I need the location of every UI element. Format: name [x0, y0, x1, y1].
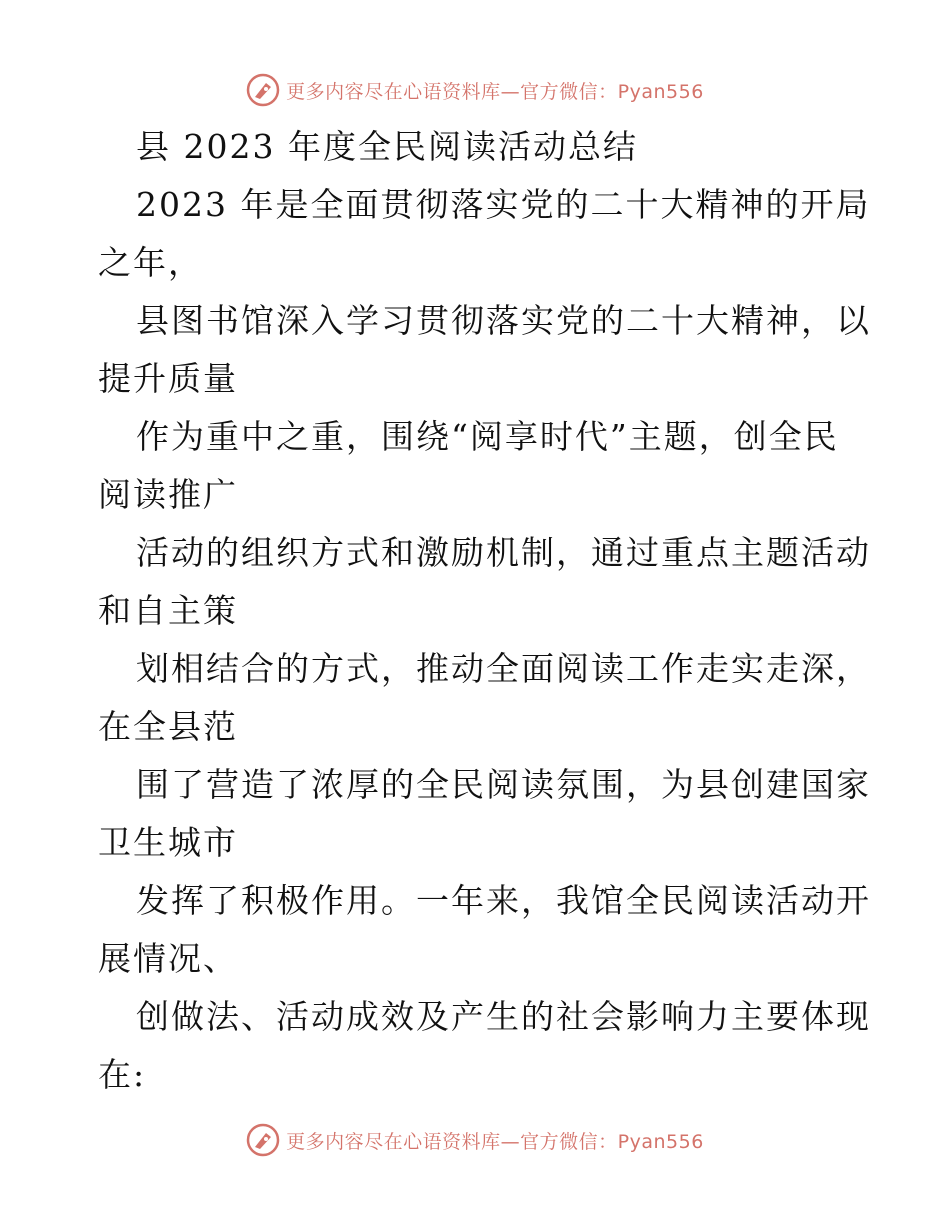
- footer-watermark-text: 更多内容尽在心语资料库—官方微信：Pyan556: [286, 1130, 704, 1153]
- paragraph-line: 发挥了积极作用。一年来，我馆全民阅读活动开: [136, 881, 871, 920]
- pen-nib-logo-icon: [246, 73, 280, 107]
- document-title: 县 2023 年度全民阅读活动总结: [136, 127, 638, 166]
- paragraph-line: 之年，: [98, 243, 203, 282]
- paragraph-line: 在全县范: [98, 707, 238, 746]
- paragraph-line: 作为重中之重，围绕“阅享时代”主题，创全民: [136, 417, 839, 456]
- paragraph-line: 创做法、活动成效及产生的社会影响力主要体现: [136, 997, 871, 1036]
- paragraph-line: 在:: [98, 1055, 147, 1094]
- paragraph-line: 卫生城市: [98, 823, 238, 862]
- header-watermark-text: 更多内容尽在心语资料库—官方微信：Pyan556: [286, 80, 704, 103]
- paragraph-line: 展情况、: [98, 939, 238, 978]
- footer-watermark-banner: [0, 1120, 950, 1160]
- paragraph-line: 阅读推广: [98, 475, 238, 514]
- paragraph-line: 活动的组织方式和激励机制，通过重点主题活动: [136, 533, 871, 572]
- pen-nib-logo-icon: [246, 1123, 280, 1157]
- paragraph-line: 和自主策: [98, 591, 238, 630]
- header-watermark-banner: [0, 70, 950, 110]
- paragraph-line: 划相结合的方式，推动全面阅读工作走实走深，: [136, 649, 871, 688]
- paragraph-line: 2023 年是全面贯彻落实党的二十大精神的开局: [136, 185, 871, 224]
- paragraph-line: 提升质量: [98, 359, 238, 398]
- paragraph-line: 县图书馆深入学习贯彻落实党的二十大精神，以: [136, 301, 871, 340]
- paragraph-line: 围了营造了浓厚的全民阅读氛围，为县创建国家: [136, 765, 871, 804]
- document-body: [98, 118, 871, 1104]
